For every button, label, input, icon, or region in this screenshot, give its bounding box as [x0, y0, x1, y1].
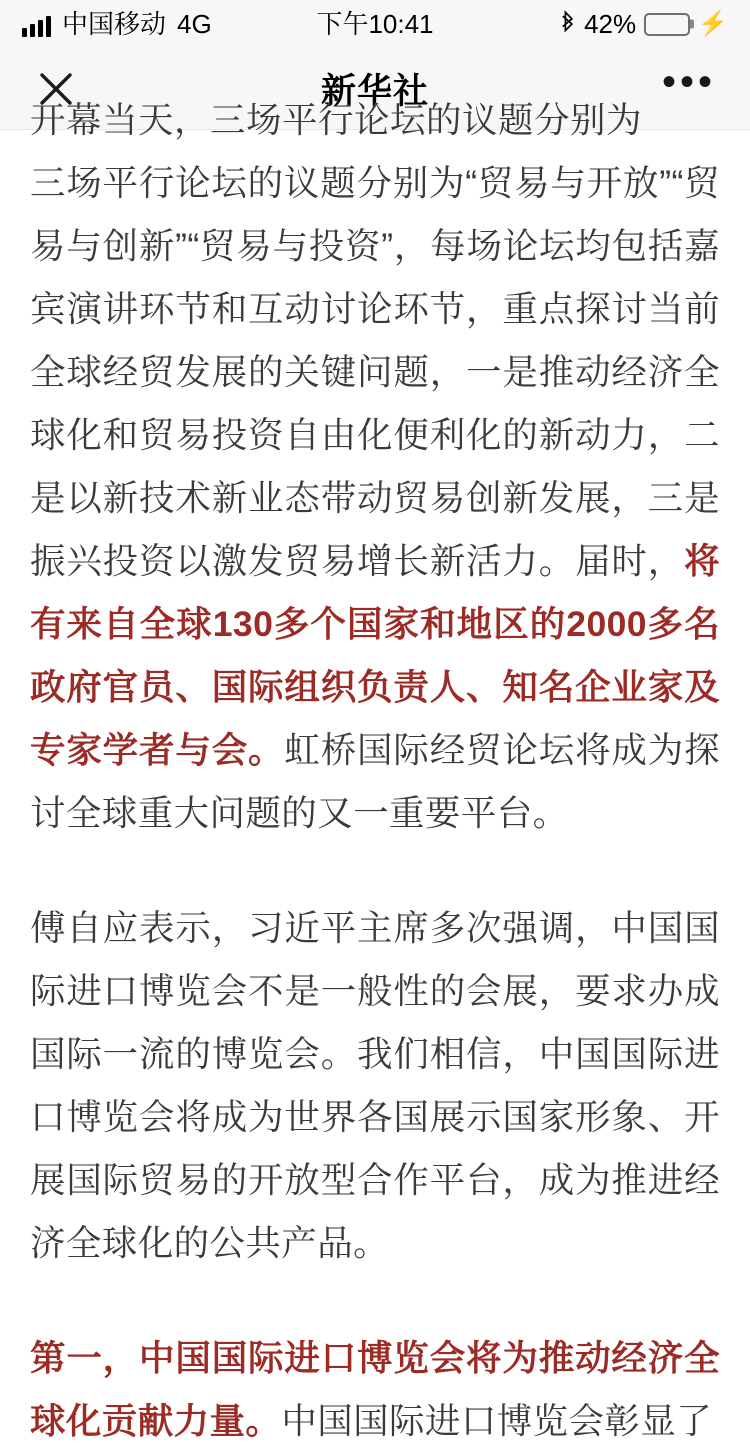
more-options-icon[interactable]: •••: [661, 59, 716, 104]
paragraph-3: [30, 1327, 720, 1453]
lightning-bolt-icon: ⚡: [698, 10, 728, 37]
paragraph-1-text: 三场平行论坛的议题分别为“贸易与开放”“贸易与创新”“贸易与投资”，每场论坛均包括嘉宾演讲环节和互动讨论环节，重点探讨当前全球经贸发展的关键问题，一是推动经济全球化和贸易投资自由化便利化的新动力，二是以新技术新业态带动贸易创新发展，三是振兴投资以激发贸易增长新活力。届时，: [30, 163, 720, 581]
status-bar-left: [22, 11, 212, 37]
paragraph-2: [30, 897, 720, 1275]
page-title: 新华社: [320, 71, 429, 111]
network-type-label: 4G: [177, 9, 212, 39]
paragraph-1-tail: 虹桥国际经贸论坛将成为探讨全球重大问题的又一重要平台。: [30, 730, 720, 833]
carrier-label: 中国移动: [62, 9, 167, 39]
battery-percent-label: 42%: [584, 9, 637, 39]
signal-bars-icon: [22, 15, 51, 37]
bluetooth-icon: [560, 11, 576, 37]
article-content[interactable]: [0, 100, 750, 1441]
paragraph-1: [30, 152, 720, 845]
paragraph-spacer: [30, 845, 720, 897]
clock-label: 下午10:41: [316, 9, 434, 39]
paragraph-spacer-2: [30, 1275, 720, 1327]
battery-icon: [644, 13, 690, 36]
paragraph-2-text: 傅自应表示，习近平主席多次强调，中国国际进口博览会不是一般性的会展，要求办成国际一流的博览会。我们相信，中国国际进口博览会将成为世界各国展示国家形象、开展国际贸易的开放型合作平台，成为推进经济全球化的公共产品。: [30, 908, 720, 1263]
status-bar: [0, 0, 750, 48]
clipped-previous-line: 开幕当天，三场平行论坛的议题分别为: [30, 100, 643, 140]
paragraph-3-highlight: 第一，中国国际进口博览会将为推动经济全球化贡献力量。: [30, 1338, 720, 1441]
paragraph-3-tail: 中国国际进口博览会彰显了: [281, 1401, 713, 1441]
paragraph-1-highlight: 将有来自全球130多个国家和地区的2000多名政府官员、国际组织负责人、知名企业家及专家学者与会。: [30, 541, 720, 770]
status-bar-right: [560, 11, 728, 37]
